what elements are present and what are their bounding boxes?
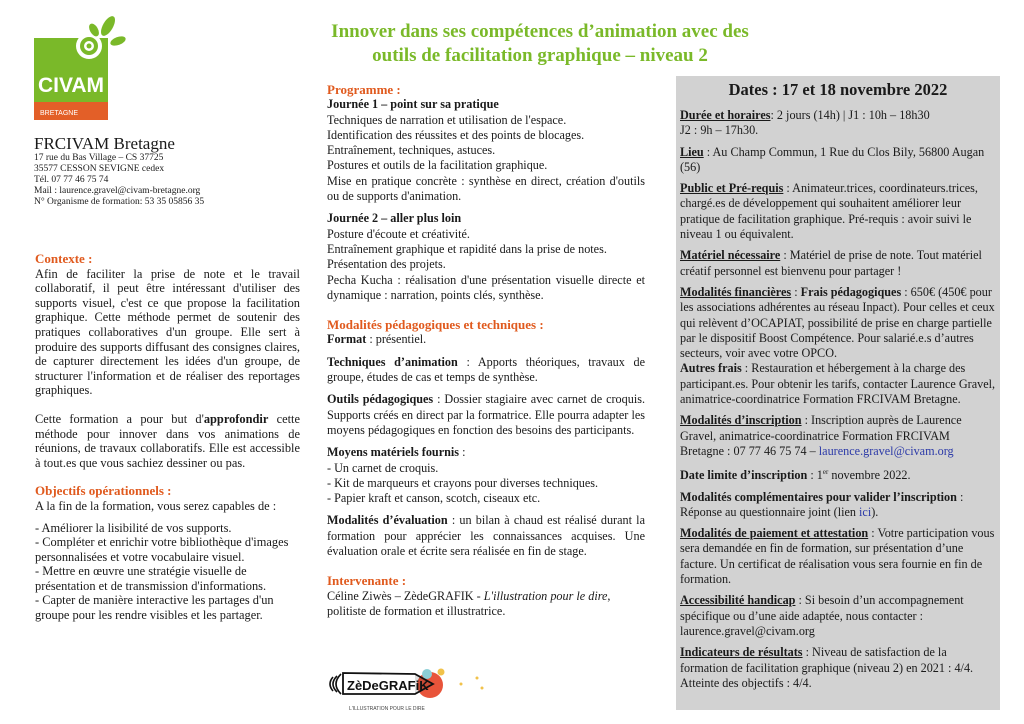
info-panel-content: [680, 80, 996, 697]
evaluation-label: Modalités d’évaluation: [327, 513, 448, 528]
date-limite-pre: : 1: [807, 468, 823, 483]
accessibilite-line: [680, 593, 996, 639]
techniques-label: Techniques d’animation: [327, 354, 458, 369]
complementaires-post: ).: [871, 504, 879, 519]
left-column: [35, 252, 300, 623]
date-limite-line: [680, 465, 996, 483]
intervenante-tagline: L'illustration pour le dire: [483, 588, 608, 603]
accessibilite-label: Accessibilité handicap: [680, 593, 796, 608]
frais-pedagogiques-label: Frais pédagogiques: [800, 284, 902, 299]
moyens-suffix: :: [459, 445, 466, 460]
outils-line: [327, 392, 645, 438]
middle-column: [327, 82, 645, 619]
autres-frais-value: : Restauration et hébergement à la charge des participant.es. Pour obtenir les tarifs, contacter Laurence Gravel, animatrice-coordinatrice Formation FRCIVAM Bretagne.: [680, 361, 996, 407]
date-limite-sup: er: [822, 468, 829, 477]
org-address-2: 35577 CESSON SEVIGNE cedex: [34, 164, 165, 174]
civam-logo-graphic: [34, 12, 126, 120]
contexte-paragraph-1: Afin de faciliter la prise de note et le travail collaboratif, il peut être intéressant d'utiliser des supports visuel, c'est ce que propose la facilitation graphique. Cette méthode permet de soutenir des pratiques collaboratives d'un groupe. Elle sert à produire des supports diffusant des consignes claires, de capturer directement les idées d'un groupe, de structurer l'information et de réaliser des reportages graphiques.: [35, 266, 300, 398]
financieres-sep: :: [791, 284, 801, 299]
lieu-line: [680, 145, 996, 176]
format-line: [327, 332, 645, 347]
org-mail: Mail : laurence.gravel@civam-bretagne.org: [34, 186, 201, 196]
accessibilite-value: : Si besoin d’un accompagnement spécifique ou d’une aide adaptée, nous contacter : laurence.gravel@civam.org: [680, 593, 964, 638]
day1-item: Techniques de narration et utilisation de l'espace.: [327, 112, 567, 127]
day1-title: Journée 1 – point sur sa pratique: [327, 97, 499, 112]
questionnaire-link[interactable]: ici: [859, 504, 872, 519]
public-value: : Animateur.trices, coordinateurs.trices, chargé.es de développement qui souhaitent améliorer leur pratique de facilitation graphique. Pré-requis : avoir suivi le niveau 1 ou équivalent.: [680, 181, 978, 242]
day1-item: Identification des réussites et des points de blocages.: [327, 127, 585, 142]
programme-heading: Programme :: [327, 82, 401, 97]
evaluation-value: : un bilan à chaud est réalisé durant la formation pour apprécier les connaissances acquises. Une évaluation orale et écrite sera réalisée en fin de stage.: [327, 513, 645, 559]
inscription-value: : Inscription auprès de Laurence Gravel, animatrice-coordinatrice Formation FRCIVAM Bretagne : 07 77 46 75 74 –: [680, 413, 962, 458]
logo-brand-text: CIVAM: [37, 74, 105, 97]
contexte-p2-before: Cette formation a pour but d': [35, 411, 204, 426]
contexte-p2-after: cette méthode pour innover dans vos animations de réunions, de travaux collaboratifs. Elle est accessible à tout.es que vous sachiez dessiner ou pas.: [35, 411, 300, 470]
intervenante-line: [327, 589, 645, 620]
outils-value: : Dossier stagiaire avec carnet de croquis. Supports créés en direct par la formatrice. Elle pourra adapter les moyens pédagogiques en fonction des besoins des participants.: [327, 392, 645, 437]
title-line-1: Innover dans ses compétences d’animation avec des: [331, 21, 749, 42]
moyens-item: - Un carnet de croquis.: [327, 460, 439, 475]
inscription-email-link[interactable]: laurence.gravel@civam.org: [818, 443, 954, 458]
day1-item: Entraînement, techniques, astuces.: [327, 143, 496, 158]
date-limite-label: Date limite d’inscription: [680, 468, 808, 483]
lieu-value: : Au Champ Commun, 1 Rue du Clos Bily, 56800 Augan (56): [680, 144, 985, 174]
moyens-item: - Kit de marqueurs et crayons pour diverses techniques.: [327, 475, 599, 490]
dates-heading: Dates : 17 et 18 novembre 2022: [728, 80, 948, 99]
indicateurs-value: : Niveau de satisfaction de la formation de facilitation graphique (niveau 2) en 2021 : 4/4. Atteinte des objectifs : 4/4.: [680, 645, 974, 690]
org-phone: Tél. 07 77 46 75 74: [34, 175, 109, 185]
org-number: N° Organisme de formation: 53 35 05856 35: [34, 197, 205, 207]
zedegrafik-logo-graphic: [327, 668, 487, 716]
modalites-heading: Modalités pédagogiques et techniques :: [327, 317, 544, 333]
zedegrafik-subtext: L'ILLUSTRATION POUR LE DIRE: [349, 706, 425, 712]
day1-item: Mise en pratique concrète : synthèse en direct, création d'outils ou de supports d'animation.: [327, 173, 645, 204]
objectifs-heading: Objectifs opérationnels :: [35, 483, 172, 499]
duree-value: : 2 jours (14h) | J1 : 10h – 18h30: [770, 108, 930, 122]
inscription-label: Modalités d’inscription: [680, 413, 802, 428]
objectif-item: - Capter de manière interactive les partages d'un groupe pour les rendre visibles et les partager.: [35, 593, 274, 623]
public-label: Public et Pré-requis: [680, 181, 784, 196]
materiel-label: Matériel nécessaire: [680, 248, 781, 263]
date-limite-post: novembre 2022.: [828, 468, 911, 483]
moyens-item: - Papier kraft et canson, scotch, ciseaux etc.: [327, 491, 541, 506]
complementaires-label: Modalités complémentaires pour valider l’inscription: [680, 489, 957, 504]
autres-frais-label: Autres frais: [680, 361, 742, 376]
financieres-line: [680, 285, 996, 361]
autres-frais-line: [680, 361, 996, 407]
lieu-label: Lieu: [680, 144, 704, 159]
outils-label: Outils pédagogiques: [327, 392, 434, 407]
materiel-line: [680, 248, 996, 279]
civam-logo: [34, 12, 126, 120]
zedegrafik-text: ZèDeGRAFiK: [347, 678, 429, 693]
contexte-paragraph-2: [35, 412, 300, 470]
techniques-value: : Apports théoriques, travaux de groupe, études de cas et temps de synthèse.: [327, 354, 645, 385]
financieres-label: Modalités financières: [680, 284, 792, 299]
techniques-line: [327, 355, 645, 386]
zedegrafik-logo: [327, 668, 487, 716]
day2-item: Entraînement graphique et rapidité dans la prise de notes.: [327, 241, 607, 256]
org-address-1: 17 rue du Bas Village – CS 37725: [34, 153, 164, 163]
day2-item: Pecha Kucha : réalisation d'une présentation visuelle directe et dynamique : narration, points clés, synthèse.: [327, 272, 645, 302]
duree-label: Durée et horaires: [680, 108, 771, 122]
day1-item: Postures et outils de la facilitation graphique.: [327, 158, 548, 173]
objectif-item: - Améliorer la lisibilité de vos supports.: [35, 520, 232, 535]
day2-title: Journée 2 – aller plus loin: [327, 211, 462, 226]
page-title: [285, 20, 795, 68]
complementaires-line: [680, 490, 996, 521]
day2-item: Présentation des projets.: [327, 257, 446, 272]
paiement-value: : Votre participation vous sera demandée en fin de formation, sur présentation d’une facture. Un certificat de réalisation vous sera fournie en fin de formation.: [680, 526, 995, 587]
contexte-p2-bold: approfondir: [203, 411, 269, 426]
financieres-value: : 650€ (450€ pour les associations adhérentes au réseau Inpact). Pour celles et ceux qui relèvent d’OCAPIAT, possibilité de prise en charge partielle par le dispositif Boost Compétence. Pour salarié.e.s d’autres secteurs, voir avec votre OPCO.: [680, 284, 995, 361]
intervenante-heading: Intervenante :: [327, 573, 407, 589]
paiement-label: Modalités de paiement et attestation: [680, 526, 869, 541]
paiement-line: [680, 526, 996, 587]
logo-region-text: BRETAGNE: [40, 110, 78, 117]
format-value: : présentiel.: [366, 332, 427, 347]
objectif-item: - Compléter et enrichir votre bibliothèque d'images personnalisées et votre vocabulaire visuel.: [35, 535, 289, 564]
public-line: [680, 181, 996, 242]
contexte-heading: Contexte :: [35, 251, 93, 266]
objectifs-intro: A la fin de la formation, vous serez capables de :: [35, 498, 277, 513]
indicateurs-line: [680, 645, 996, 691]
title-line-2: outils de facilitation graphique – niveau 2: [372, 45, 708, 66]
moyens-label: Moyens matériels fournis: [327, 445, 460, 460]
intervenante-desc: , politiste de formation et illustratrice.: [327, 588, 611, 618]
org-name: FRCIVAM Bretagne: [34, 134, 175, 153]
inscription-line: [680, 413, 996, 459]
materiel-value: : Matériel de prise de note. Tout matériel créatif personnel est bienvenu pour partager !: [680, 248, 982, 278]
objectif-item: - Mettre en œuvre une stratégie visuelle de présentation et de transmission d'informations.: [35, 564, 267, 593]
objectifs-list: [35, 521, 300, 623]
evaluation-line: [327, 513, 645, 559]
complementaires-pre: : Réponse au questionnaire joint (lien: [680, 489, 964, 519]
duree-line: [680, 108, 996, 139]
indicateurs-label: Indicateurs de résultats: [680, 645, 803, 660]
intervenante-name: Céline Ziwès – ZèdeGRAFIK -: [327, 588, 484, 603]
duree-value-2: J2 : 9h – 17h30.: [680, 123, 759, 138]
day2-item: Posture d'écoute et créativité.: [327, 226, 470, 241]
moyens-line: [327, 445, 645, 460]
format-label: Format: [327, 332, 367, 347]
organisation-info: [34, 135, 294, 208]
